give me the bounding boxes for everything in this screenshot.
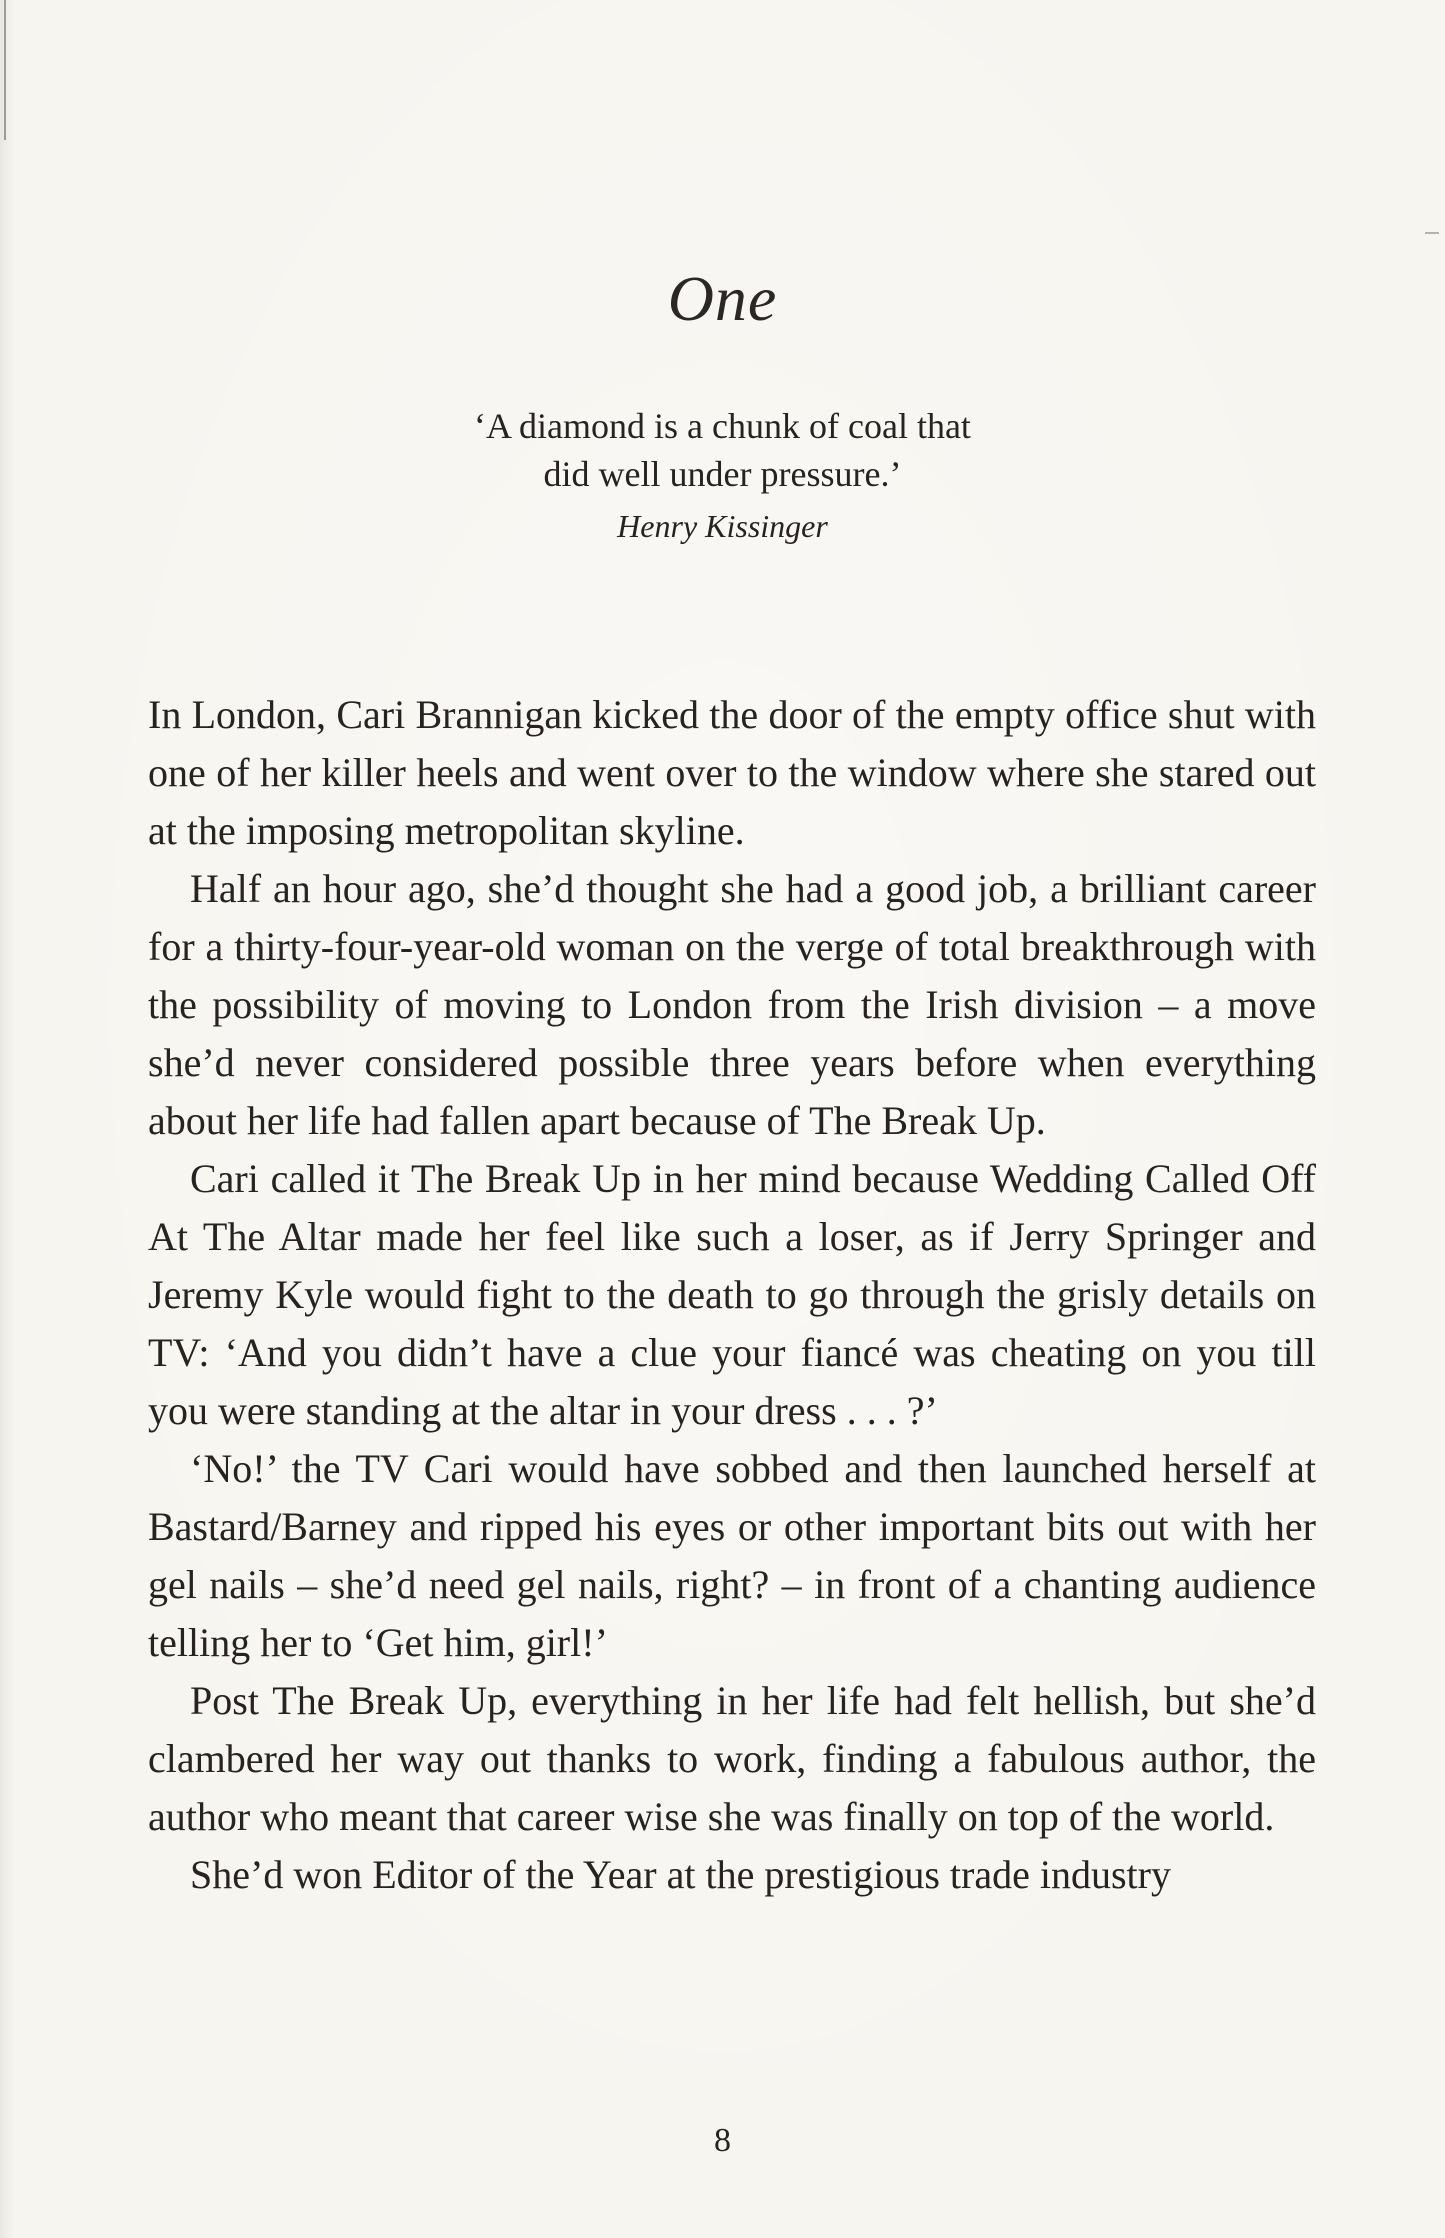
paragraph-6: She’d won Editor of the Year at the prestigious trade industry — [190, 1852, 1171, 1897]
epigraph-line-2: did well under pressure.’ — [543, 454, 902, 494]
epigraph-line-1: ‘A diamond is a chunk of coal that — [474, 406, 971, 446]
body-text — [148, 686, 1316, 1904]
epigraph-attribution: Henry Kissinger — [617, 508, 828, 544]
page-number: 8 — [714, 2122, 731, 2159]
edge-mark — [1425, 232, 1439, 234]
paragraph-4: ‘No!’ the TV Cari would have sobbed and then launched herself at Bastard/Barney and ripped his eyes or other important bits out with her gel nails – she’d need gel nails, right? – in front of a chanting audience telling her to ‘Get him, girl!’ — [148, 1446, 1316, 1665]
chapter-title: One — [667, 263, 778, 334]
paragraph-2: Half an hour ago, she’d thought she had a good job, a brilliant career for a thirty-four-year-old woman on the verge of total breakthrough with the possibility of moving to London from the Irish division – a move she’d never considered possible three years before when everything about her life had fallen apart because of The Break Up. — [148, 866, 1316, 1143]
paragraph-1: In London, Cari Brannigan kicked the door of the empty office shut with one of her killer heels and went over to the window where she stared out at the imposing metropolitan skyline. — [148, 692, 1316, 853]
gutter-line — [4, 0, 6, 140]
paragraph-3: Cari called it The Break Up in her mind because Wedding Called Off At The Altar made her feel like such a loser, as if Jerry Springer and Jeremy Kyle would fight to the death to go through the grisly details on TV: ‘And you didn’t have a clue your fiancé was cheating on you till you were standing at the altar in your dress . . . ?’ — [148, 1156, 1316, 1433]
epigraph — [0, 402, 1445, 550]
paragraph-5: Post The Break Up, everything in her life had felt hellish, but she’d clambered her way out thanks to work, finding a fabulous author, the author who meant that career wise she was finally on top of the world. — [148, 1678, 1316, 1839]
